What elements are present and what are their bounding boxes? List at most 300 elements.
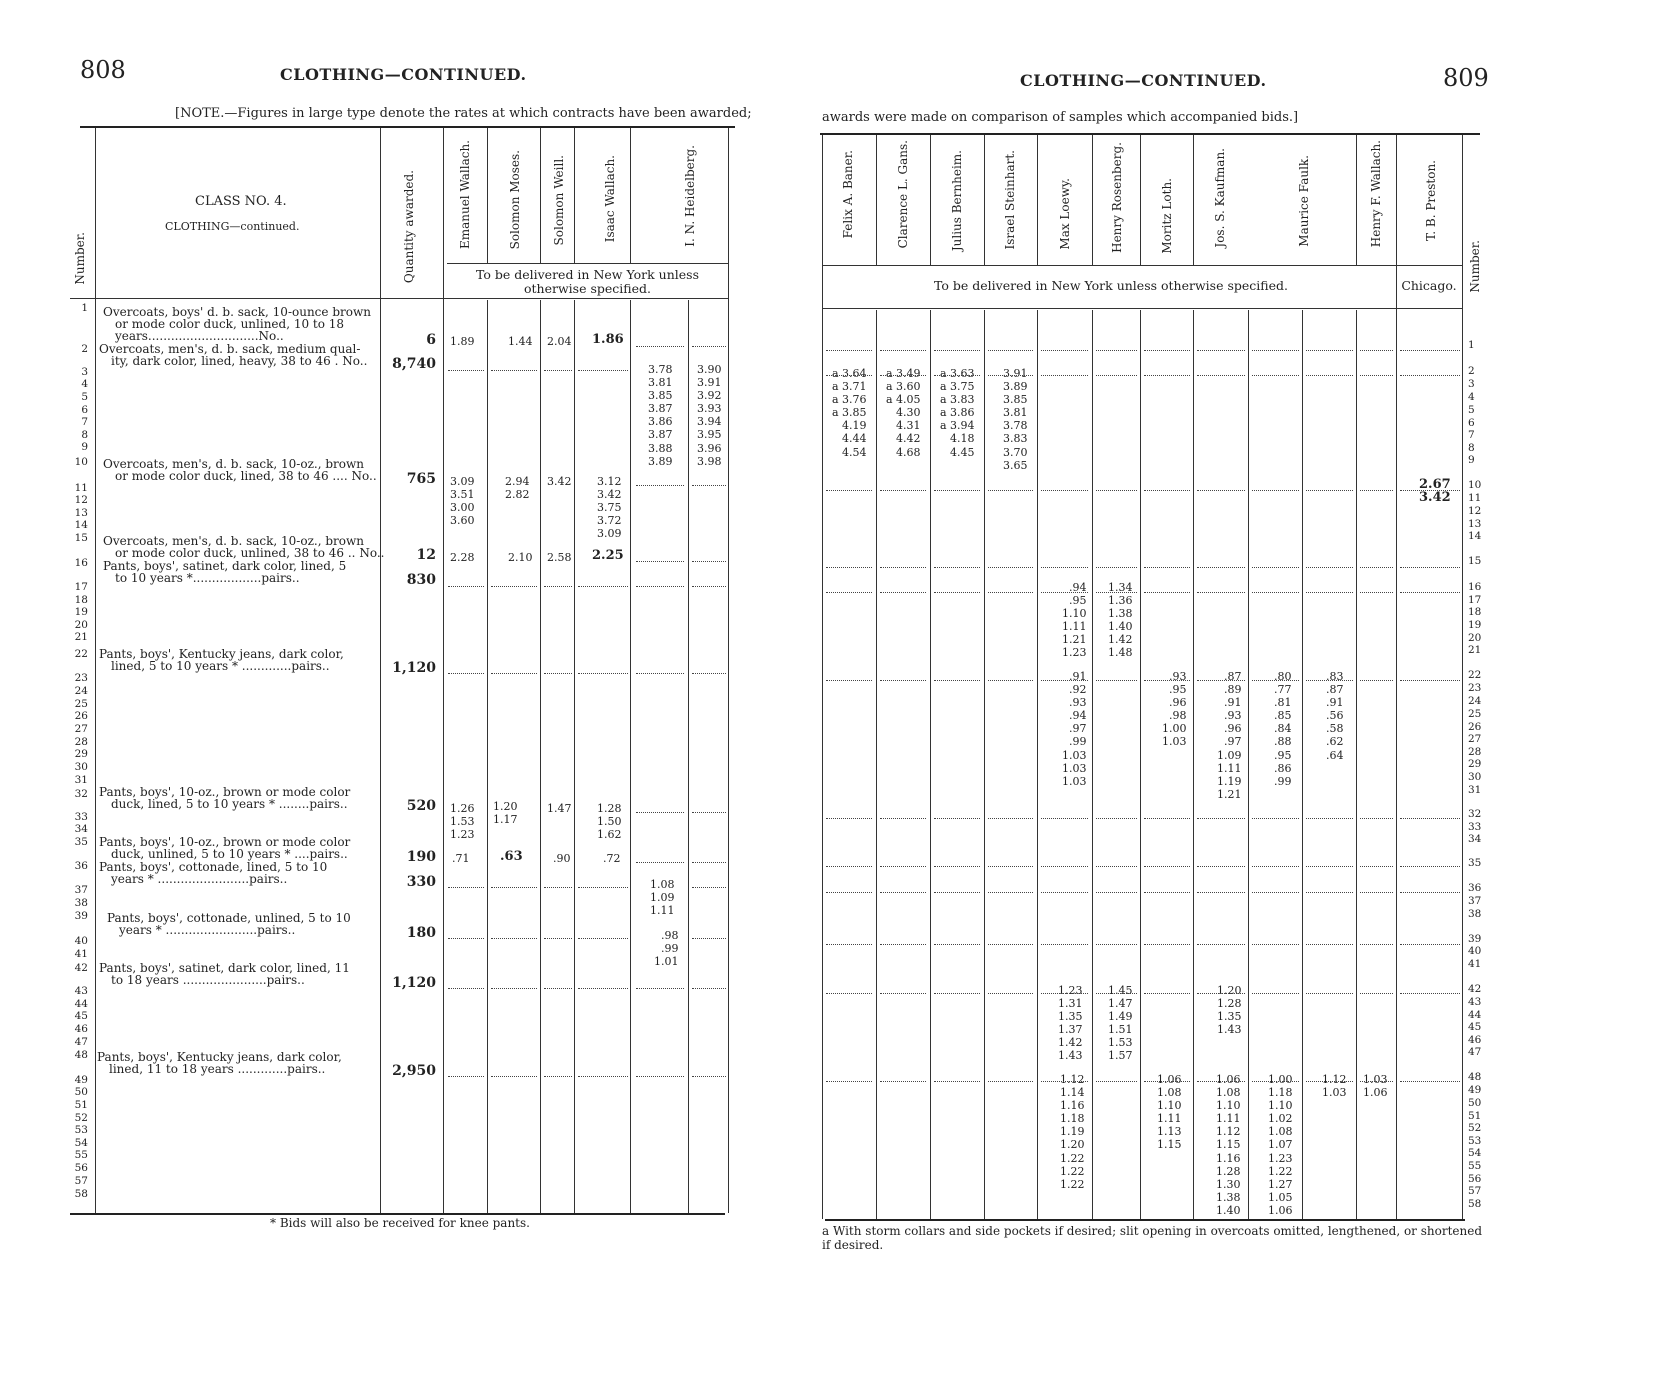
row-number: 36 [1468,882,1482,894]
row-number: 43 [1468,996,1482,1008]
dot-leader [1096,866,1137,867]
row-number: 48 [1468,1071,1482,1083]
dot-leader [880,680,926,681]
qty-awarded: 8,740 [392,356,436,372]
bid-value: .90 [553,852,571,865]
row-number: 19 [74,606,88,618]
dot-leader [1144,892,1190,893]
dot-leader [1306,866,1353,867]
bid-value: 3.78 3.81 3.85 3.87 3.86 3.87 3.88 3.89 [648,363,673,468]
dot-leader [1360,818,1393,819]
row-number: 12 [74,494,88,506]
qty-awarded: 6 [426,332,436,348]
dot-leader [1197,375,1245,376]
row-number: 33 [74,811,88,823]
row-number: 31 [1468,784,1482,796]
row-number: 42 [74,962,88,974]
row-number: 19 [1468,619,1482,631]
dot-leader [1041,1081,1088,1082]
row-number: 39 [74,910,88,922]
dot-leader [1041,567,1088,568]
row-number: 4 [1468,391,1475,403]
page-number-right: 809 [1443,64,1489,92]
dot-leader [934,993,980,994]
dot-leader [880,944,926,945]
item-desc: Pants, boys', 10-oz., brown or mode color duck, lined, 5 to 10 years * ........pairs.. [99,785,351,811]
dot-leader [934,350,980,351]
bid-value: 1.12 1.14 1.16 1.18 1.19 1.20 1.22 1.22 1.22 [1060,1073,1085,1191]
dot-leader [1306,592,1353,593]
row-number: 5 [81,391,88,403]
dot-leader [880,818,926,819]
row-number: 55 [1468,1160,1482,1172]
row-number: 42 [1468,983,1482,995]
row-number: 30 [1468,771,1482,783]
bid-value: 1.89 [450,335,475,348]
row-number: 8 [1468,442,1475,454]
bid-value: 1.23 1.31 1.35 1.37 1.42 1.43 [1058,984,1083,1063]
number-header-right: Number. [1468,240,1482,293]
row-number: 5 [1468,404,1475,416]
dot-leader [826,592,872,593]
bid-value-awarded: 1.20 1.17 [493,800,518,827]
row-number: 49 [74,1074,88,1086]
row-number: 13 [74,507,88,519]
dot-leader [1306,993,1353,994]
footnote-left: * Bids will also be received for knee pants. [270,1216,530,1230]
row-number: 14 [74,519,88,531]
bid-value: 1.00 1.18 1.10 1.02 1.08 1.07 1.23 1.22 1.27 1.05 1.06 [1268,1073,1293,1217]
note-left: [NOTE.—Figures in large type denote the rates at which contracts have been awarded; [175,106,752,121]
dot-leader [1144,567,1190,568]
row-number: 31 [74,774,88,786]
bidder-clarence-gans: Clarence L. Gans. [896,140,910,249]
row-number: 1 [81,302,88,314]
row-number: 30 [74,761,88,773]
dot-leader [934,490,980,491]
bid-value: 1.08 1.09 1.11 [650,878,675,918]
dot-leader [1306,375,1353,376]
bidder-henry-wallach: Henry F. Wallach. [1369,140,1383,248]
dot-leader [1096,490,1137,491]
dot-leader [1400,892,1460,893]
dot-leader [988,993,1033,994]
dot-leader [1360,350,1393,351]
dot-leader [1252,375,1299,376]
dot-leader [1197,567,1245,568]
dot-leader [1144,350,1190,351]
row-number: 43 [74,985,88,997]
row-number: 10 [1468,479,1482,491]
dot-leader [1144,490,1190,491]
dot-leader [1400,944,1460,945]
bid-value: 2.58 [547,551,572,564]
bid-value: 1.44 [508,335,533,348]
dot-leader [988,1081,1033,1082]
row-number: 36 [74,860,88,872]
row-number: 53 [1468,1135,1482,1147]
dot-leader [988,818,1033,819]
row-number: 7 [1468,429,1475,441]
dot-leader [1197,1081,1245,1082]
row-number: 12 [1468,505,1482,517]
dot-leader [934,1081,980,1082]
dot-leader [1360,592,1393,593]
dot-leader [1252,567,1299,568]
dot-leader [1306,944,1353,945]
dot-leader [826,680,872,681]
dot-leader [1306,567,1353,568]
dot-leader [1360,490,1393,491]
dot-leader [1360,567,1393,568]
dot-leader [988,892,1033,893]
dot-leader [1360,1081,1393,1082]
dot-leader [934,944,980,945]
row-number: 50 [74,1086,88,1098]
dot-leader [1400,680,1460,681]
dot-leader [1400,592,1460,593]
dot-leader [880,567,926,568]
bidder-julius-bernheim: Julius Bernheim. [950,150,964,252]
qty-awarded: 830 [406,572,436,588]
bid-value: 1.06 1.08 1.10 1.11 1.12 1.15 1.16 1.28 1.30 1.38 1.40 [1216,1073,1241,1217]
row-number: 50 [1468,1097,1482,1109]
dot-leader [988,490,1033,491]
bid-value: 2.04 [547,335,572,348]
row-number: 46 [74,1023,88,1035]
row-number: 6 [81,404,88,416]
dot-leader [880,892,926,893]
bid-value-awarded: 2.67 3.42 [1419,477,1451,506]
row-number: 27 [74,723,88,735]
row-number: 26 [74,710,88,722]
bidder-isaac-wallach: Isaac Wallach. [603,155,617,243]
row-number: 3 [81,366,88,378]
dot-leader [1252,350,1299,351]
bidder-henry-rosenberg: Henry Rosenberg. [1110,142,1124,253]
dot-leader [1252,490,1299,491]
row-number: 44 [1468,1009,1482,1021]
dot-leader [1252,1081,1299,1082]
dot-leader [1197,818,1245,819]
item-desc: Pants, boys', cottonade, lined, 5 to 10 years * ........................pairs.. [99,860,328,886]
dot-leader [1041,866,1088,867]
dot-leader [1144,592,1190,593]
bid-value: .80 .77 .81 .85 .84 .88 .95 .86 .99 [1274,670,1292,788]
bid-value: .93 .95 .96 .98 1.00 1.03 [1162,670,1187,749]
dot-leader [934,818,980,819]
row-number: 39 [1468,933,1482,945]
dot-leader [1400,866,1460,867]
row-number: 38 [74,897,88,909]
row-number: 56 [1468,1173,1482,1185]
qty-awarded: 520 [406,798,436,814]
row-number: 41 [1468,958,1482,970]
dot-leader [1144,818,1190,819]
bid-value: .91 .92 .93 .94 .97 .99 1.03 1.03 1.03 [1062,670,1087,788]
dot-leader [826,944,872,945]
row-number: 20 [74,619,88,631]
item-desc: Pants, boys', cottonade, unlined, 5 to 10 years * ........................pairs.. [107,911,351,937]
row-number: 47 [74,1036,88,1048]
bid-value-awarded: 2.25 [592,548,624,563]
bid-value: 1.28 1.50 1.62 [597,802,622,842]
dot-leader [1144,375,1190,376]
dot-leader [1197,944,1245,945]
dot-leader [1041,680,1088,681]
dot-leader [1096,350,1137,351]
bidder-heidelberg: I. N. Heidelberg. [683,145,697,247]
dot-leader [826,1081,872,1082]
row-number: 16 [1468,581,1482,593]
running-head-left: CLOTHING—CONTINUED. [280,65,527,84]
dot-leader [1096,567,1137,568]
item-desc: Overcoats, men's, d. b. sack, 10-oz., brown or mode color duck, lined, 38 to 46 .... No.. [103,457,377,483]
dot-leader [1144,1081,1190,1082]
dot-leader [1096,892,1137,893]
dot-leader [934,892,980,893]
qty-header: Quantity awarded. [402,170,416,284]
item-desc: Overcoats, boys' d. b. sack, 10-ounce brown or mode color duck, unlined, 10 to 18 years.............................No.. [103,305,371,343]
class-title: CLASS NO. 4. [195,194,287,209]
qty-awarded: 190 [406,849,436,865]
item-desc: Pants, boys', satinet, dark color, lined, 5 to 10 years *..................pairs.. [103,559,347,585]
bid-value: 1.20 1.28 1.35 1.43 [1217,984,1242,1037]
row-number: 18 [74,594,88,606]
dot-leader [1096,1081,1137,1082]
dot-leader [1360,892,1393,893]
row-number: 15 [74,532,88,544]
row-number: 57 [74,1175,88,1187]
bid-value: 2.28 [450,551,475,564]
row-number: 9 [81,441,88,453]
row-number: 27 [1468,733,1482,745]
bid-value: .94 .95 1.10 1.11 1.21 1.23 [1062,581,1087,660]
dot-leader [988,944,1033,945]
dot-leader [880,866,926,867]
footnote-right: a With storm collars and side pockets if desired; slit opening in overcoats omitted, lengthened, or shortened if desired. [822,1224,1483,1252]
bidder-emanuel-wallach: Emanuel Wallach. [458,140,472,250]
dot-leader [1041,944,1088,945]
bid-value: 1.47 [547,802,572,815]
dot-leader [1360,944,1393,945]
bid-value: a 3.63 a 3.75 a 3.83 a 3.86 a 3.94 4.18 4.45 [940,367,975,459]
dot-leader [1252,818,1299,819]
dot-leader [1252,680,1299,681]
row-number: 29 [74,748,88,760]
dot-leader [934,866,980,867]
bidder-maurice-faulk: Maurice Faulk. [1297,155,1311,247]
row-number: 10 [74,456,88,468]
row-number: 57 [1468,1185,1482,1197]
item-desc: Pants, boys', 10-oz., brown or mode color duck, unlined, 5 to 10 years * ....pairs.. [99,835,351,861]
dot-leader [1197,350,1245,351]
dot-leader [1197,866,1245,867]
bidder-solomon-moses: Solomon Moses. [508,150,522,250]
row-number: 16 [74,557,88,569]
row-number: 52 [1468,1122,1482,1134]
bid-value: a 3.49 a 3.60 a 4.05 4.30 4.31 4.42 4.68 [886,367,921,459]
dot-leader [826,490,872,491]
row-number: 58 [74,1188,88,1200]
row-number: 11 [74,482,88,494]
row-number: 7 [81,416,88,428]
bid-value-awarded: .63 [500,849,523,864]
bid-value: a 3.64 a 3.71 a 3.76 a 3.85 4.19 4.44 4.54 [832,367,867,459]
bid-value: 1.34 1.36 1.38 1.40 1.42 1.48 [1108,581,1133,660]
qty-awarded: 180 [406,925,436,941]
dot-leader [1144,866,1190,867]
dot-leader [880,993,926,994]
row-number: 25 [1468,708,1482,720]
bid-value: .83 .87 .91 .56 .58 .62 .64 [1326,670,1344,762]
qty-awarded: 1,120 [392,975,436,991]
dot-leader [934,567,980,568]
bid-value: .72 [603,852,621,865]
row-number: 1 [1468,339,1475,351]
row-number: 37 [1468,895,1482,907]
dot-leader [1360,680,1393,681]
row-number: 20 [1468,632,1482,644]
row-number: 24 [74,685,88,697]
row-number: 17 [74,581,88,593]
bid-value: 3.12 3.42 3.75 3.72 3.09 [597,475,622,541]
dot-leader [988,680,1033,681]
dot-leader [1041,993,1088,994]
row-number: 21 [1468,644,1482,656]
qty-awarded: 330 [406,874,436,890]
dot-leader [988,567,1033,568]
bid-value-awarded: 1.86 [592,332,624,347]
row-number: 3 [1468,378,1475,390]
bid-value: 3.42 [547,475,572,488]
row-number: 28 [74,736,88,748]
delivery-note-right: To be delivered in New York unless otherwise specified. [934,278,1288,293]
row-number: 8 [81,429,88,441]
row-number: 47 [1468,1046,1482,1058]
dot-leader [880,350,926,351]
item-desc: Pants, boys', Kentucky jeans, dark color, lined, 11 to 18 years .............pairs.. [97,1050,342,1076]
row-number: 40 [1468,945,1482,957]
row-number: 52 [74,1112,88,1124]
dot-leader [1400,490,1460,491]
dot-leader [934,375,980,376]
bidder-tb-preston: T. B. Preston. [1424,160,1438,241]
dot-leader [988,866,1033,867]
qty-awarded: 2,950 [392,1063,436,1079]
row-number: 25 [74,698,88,710]
row-number: 37 [74,884,88,896]
row-number: 11 [1468,492,1482,504]
running-head-right: CLOTHING—CONTINUED. [1020,71,1267,90]
row-number: 41 [74,948,88,960]
row-number: 2 [81,343,88,355]
dot-leader [826,818,872,819]
dot-leader [880,592,926,593]
item-desc: Overcoats, men's, d. b. sack, 10-oz., brown or mode color duck, unlined, 38 to 46 .. No.. [103,534,385,560]
row-number: 22 [74,648,88,660]
row-number: 28 [1468,746,1482,758]
dot-leader [1306,680,1353,681]
dot-leader [1252,866,1299,867]
dot-leader [1144,680,1190,681]
row-number: 6 [1468,417,1475,429]
dot-leader [1096,680,1137,681]
item-desc: Overcoats, men's, d. b. sack, medium qual- ity, dark color, lined, heavy, 38 to 46 . No.. [99,342,368,368]
dot-leader [988,350,1033,351]
row-number: 17 [1468,594,1482,606]
bidder-moritz-loth: Moritz Loth. [1160,178,1174,254]
dot-leader [1144,944,1190,945]
dot-leader [1197,592,1245,593]
row-number: 21 [74,631,88,643]
dot-leader [1360,866,1393,867]
row-number: 55 [74,1149,88,1161]
bid-value: .87 .89 .91 .93 .96 .97 1.09 1.11 1.19 1.21 [1217,670,1242,801]
bid-value: 1.06 1.08 1.10 1.11 1.13 1.15 [1157,1073,1182,1152]
dot-leader [1306,892,1353,893]
row-number: 34 [1468,833,1482,845]
dot-leader [1306,1081,1353,1082]
dot-leader [880,375,926,376]
item-desc: Pants, boys', Kentucky jeans, dark color, lined, 5 to 10 years * .............pairs.. [99,647,344,673]
dot-leader [1306,350,1353,351]
row-number: 18 [1468,606,1482,618]
row-number: 46 [1468,1034,1482,1046]
dot-leader [1400,818,1460,819]
row-number: 9 [1468,454,1475,466]
dot-leader [1197,993,1245,994]
row-number: 53 [74,1124,88,1136]
dot-leader [1252,892,1299,893]
row-number: 4 [81,378,88,390]
dot-leader [1360,375,1393,376]
dot-leader [826,375,872,376]
row-number: 51 [1468,1110,1482,1122]
row-number: 48 [74,1049,88,1061]
bid-value: 3.09 3.51 3.00 3.60 [450,475,475,528]
row-number: 23 [74,672,88,684]
dot-leader [1041,592,1088,593]
dot-leader [1144,993,1190,994]
bid-value: .98 .99 1.01 [654,929,679,969]
dot-leader [1400,1081,1460,1082]
row-number: 45 [74,1010,88,1022]
bid-value: 1.45 1.47 1.49 1.51 1.53 1.57 [1108,984,1133,1063]
dot-leader [880,1081,926,1082]
bid-value: 1.03 1.06 [1363,1073,1388,1100]
row-number: 49 [1468,1084,1482,1096]
dot-leader [1096,592,1137,593]
delivery-note-left: To be delivered in New York unless otherwise specified. [475,267,699,296]
dot-leader [1252,993,1299,994]
class-subtitle: CLOTHING—continued. [165,220,300,233]
dot-leader [1400,375,1460,376]
dot-leader [1306,490,1353,491]
dot-leader [1252,944,1299,945]
row-number: 32 [1468,808,1482,820]
dot-leader [1197,680,1245,681]
dot-leader [1400,993,1460,994]
dot-leader [1360,993,1393,994]
item-desc: Pants, boys', satinet, dark color, lined, 11 to 18 years ......................pairs.. [99,961,350,987]
dot-leader [1096,993,1137,994]
dot-leader [826,892,872,893]
bidder-max-loewy: Max Loewy. [1058,178,1072,250]
row-number: 24 [1468,695,1482,707]
dot-leader [988,375,1033,376]
row-number: 29 [1468,758,1482,770]
